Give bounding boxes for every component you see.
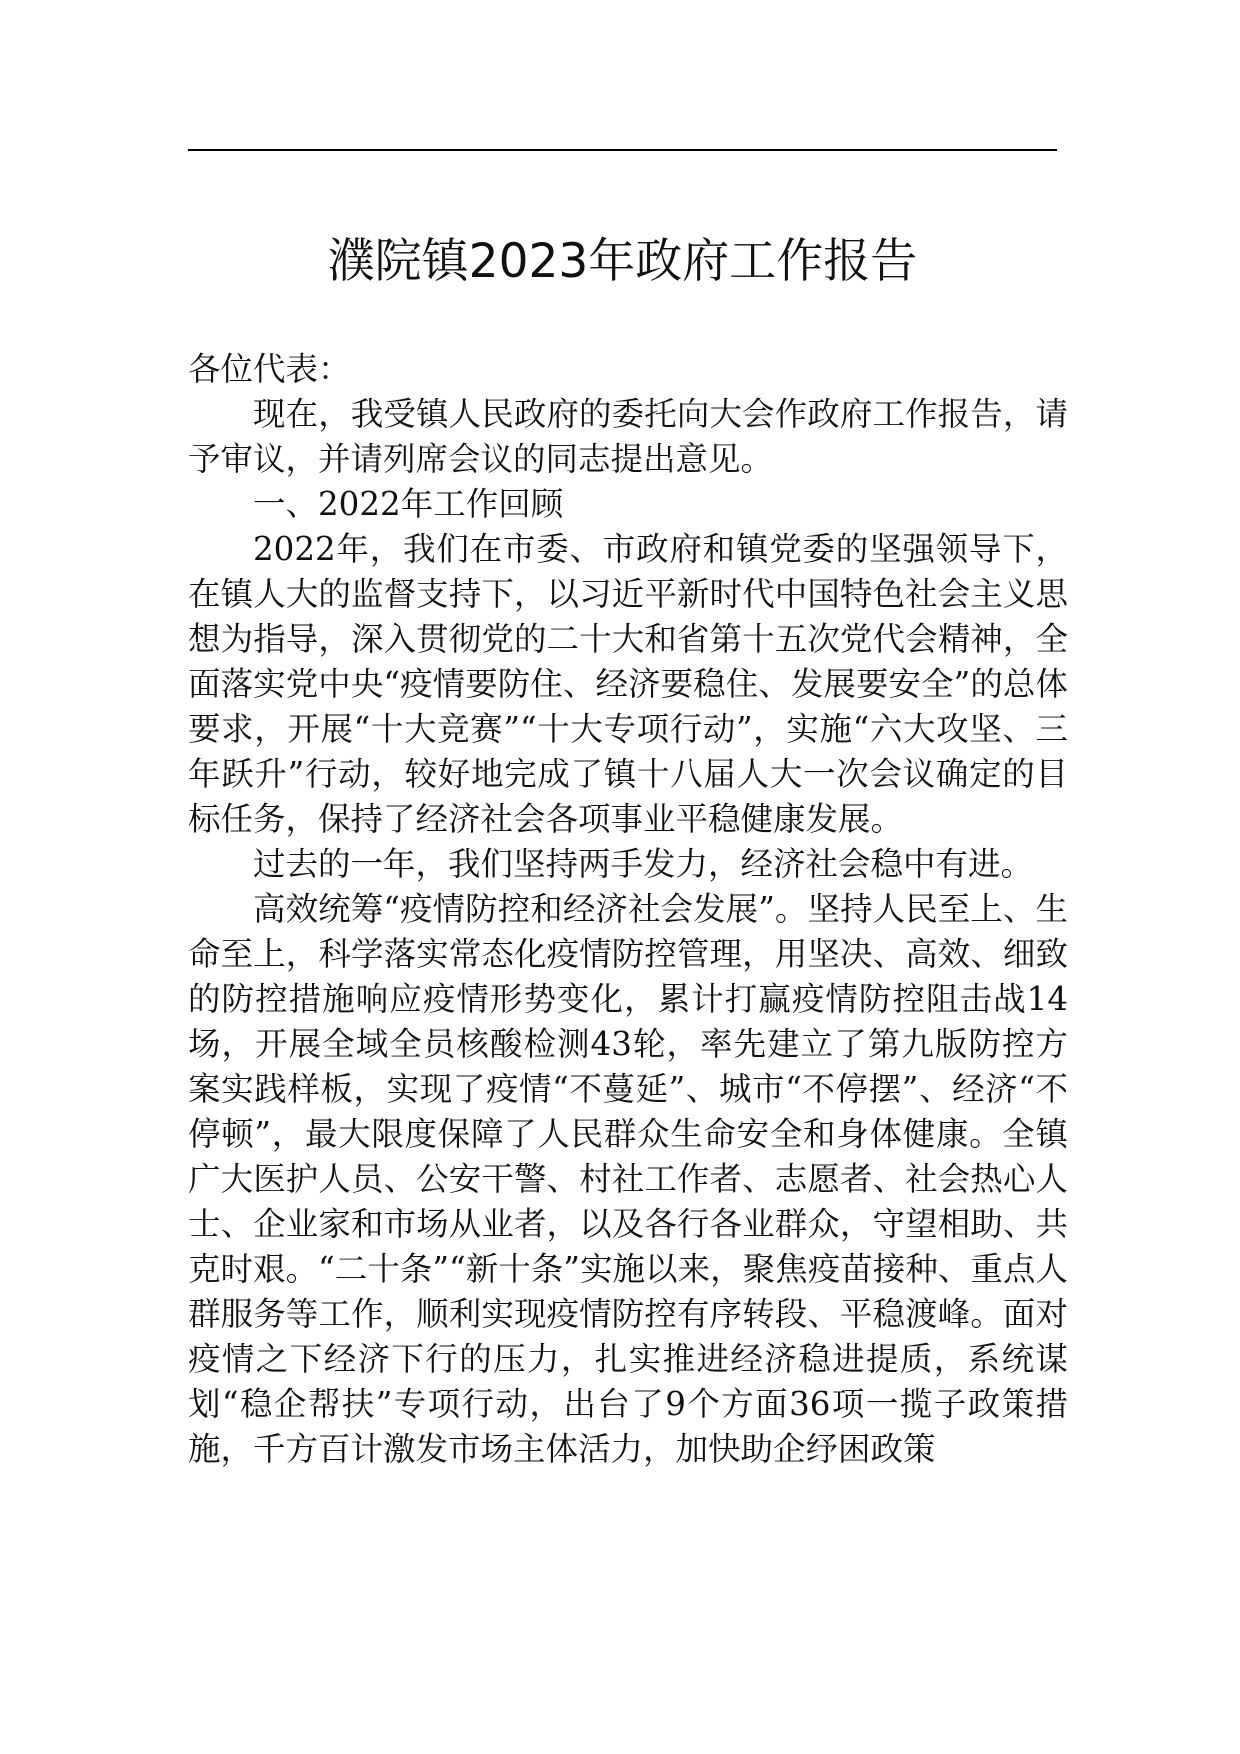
paragraph-epidemic-economy: 高效统筹“疫情防控和经济社会发展”。坚持人民至上、生命至上，科学落实常态化疫情防控管理，用坚决、高效、细致的防控措施响应疫情形势变化，累计打赢疫情防控阻击战14场，开展全域全员核酸检测43轮，率先建立了第九版防控方案实践样板，实现了疫情“不蔓延”、城市“不停摆”、经济“不停顿”，最大限度保障了人民群众生命安全和身体健康。全镇广大医护人员、公安干警、村社工作者、志愿者、社会热心人士、企业家和市场从业者，以及各行各业群众，守望相助、共克时艰。“二十条”“新十条”实施以来，聚焦疫苗接种、重点人群服务等工作，顺利实现疫情防控有序转段、平稳渡峰。面对疫情之下经济下行的压力，扎实推进经济稳进提质，系统谋划“稳企帮扶”专项行动，出台了9个方面36项一揽子政策措施，千方百计激发市场主体活力，加快助企纾困政策 xyxy=(188,890,1068,1468)
paragraph-intro: 现在，我受镇人民政府的委托向大会作政府工作报告，请予审议，并请列席会议的同志提出意见。 xyxy=(188,395,1068,478)
paragraph-summary: 2022年，我们在市委、市政府和镇党委的坚强领导下，在镇人大的监督支持下，以习近平新时代中国特色社会主义思想为指导，深入贯彻党的二十大和省第十五次党代会精神，全面落实党中央“疫情要防住、经济要稳住、发展要安全”的总体要求，开展“十大竞赛”“十大专项行动”，实施“六大攻坚、三年跃升”行动，较好地完成了镇十八届人大一次会议确定的目标任务，保持了经济社会各项事业平稳健康发展。 xyxy=(188,530,1068,838)
header-rule xyxy=(188,149,1057,151)
document-body xyxy=(188,347,1068,1472)
document-title: 濮院镇2023年政府工作报告 xyxy=(327,234,918,289)
salutation: 各位代表： xyxy=(188,350,351,388)
paragraph-overview: 过去的一年，我们坚持两手发力，经济社会稳中有进。 xyxy=(253,845,1034,883)
section-heading: 一、2022年工作回顾 xyxy=(253,485,564,523)
